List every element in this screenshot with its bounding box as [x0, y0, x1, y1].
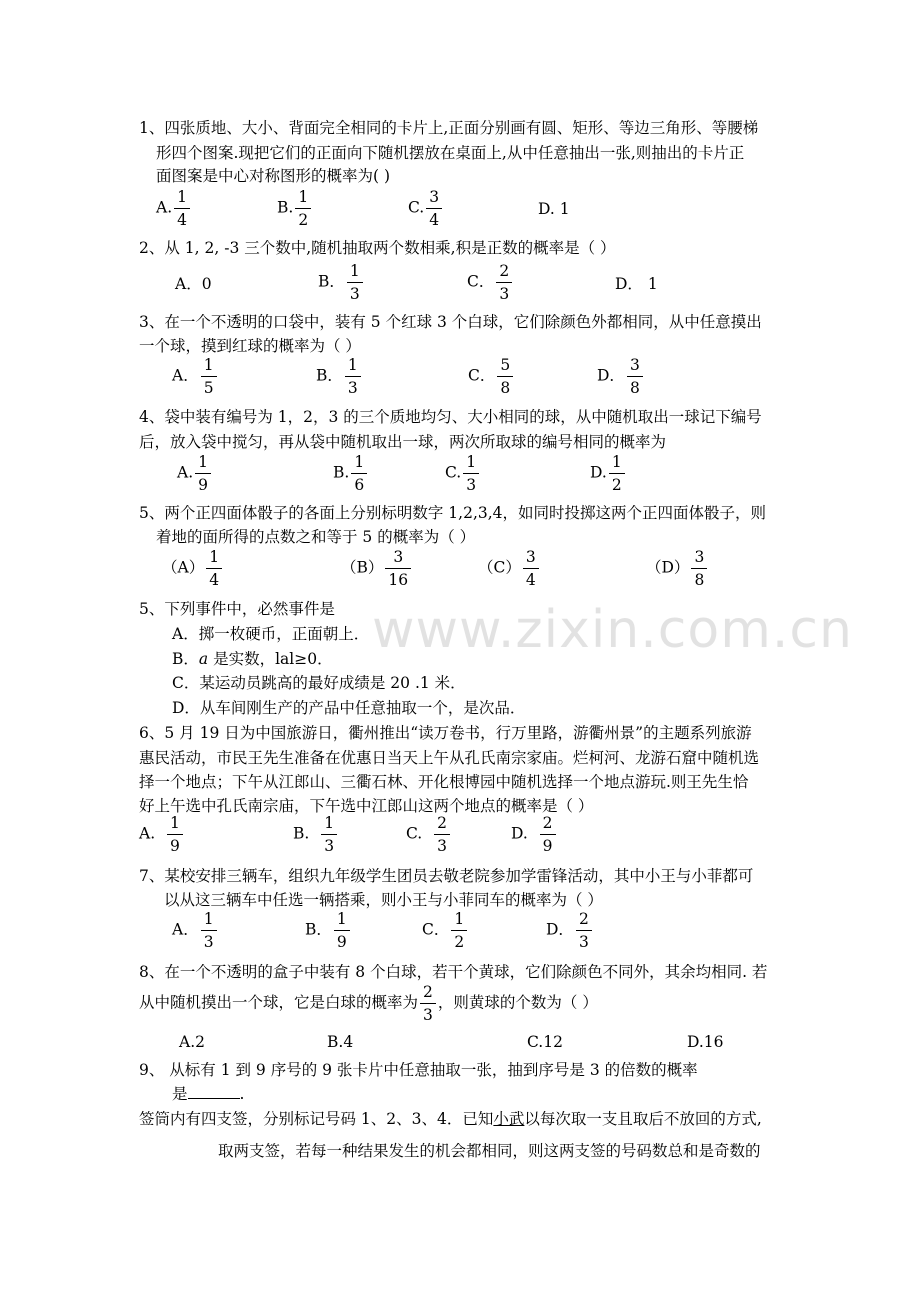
q5a-option-d[interactable]: （D） $\frac{3}{8}$ [646, 548, 709, 589]
q7-line-1: 7、某校安排三辆车，组织九年级学生团员去敬老院参加学雷锋活动，其中小王与小菲都可 [139, 867, 754, 885]
q6-line-3: 择一个地点；下午从江郎山、三衢石林、开化根博园中随机选择一个地点游玩.则王先生恰 [139, 773, 749, 791]
q8-option-b[interactable]: B.4 [327, 1033, 354, 1051]
q7-option-c[interactable]: C． $\frac{1}{2}$ [422, 910, 469, 951]
q2-option-b[interactable]: B． $\frac{1}{3}$ [318, 262, 365, 303]
q4-option-c[interactable]: C. $\frac{1}{3}$ [445, 453, 481, 494]
q2-line-1: 2、从 1, 2, -3 三个数中,随机抽取两个数相乘,积是正数的概率是（ ） [139, 239, 616, 257]
q5a-option-b[interactable]: （B） $\frac{3}{16}$ [341, 548, 413, 589]
q5b-option-d[interactable]: D．从车间刚生产的产品中任意抽取一个，是次品． [172, 699, 526, 717]
q1-line-3: 面图案是中心对称图形的概率为( ) [156, 167, 391, 185]
q3-option-a[interactable]: A． $\frac{1}{5}$ [172, 356, 219, 397]
q5a-line-1: 5、两个正四面体骰子的各面上分别标明数字 1,2,3,4，如同时投掷这两个正四面体骰子，则 [139, 504, 767, 522]
q5a-line-2: 着地的面所得的点数之和等于 5 的概率为（ ） [156, 528, 476, 546]
q8-line-1: 8、在一个不透明的盒子中装有 8 个白球，若干个黄球，它们除颜色不同外，其余均相同. 若 [139, 963, 768, 981]
q7-option-b[interactable]: B． $\frac{1}{9}$ [305, 910, 352, 951]
q3-line-2: 一个球，摸到红球的概率为（ ） [139, 337, 361, 355]
q1-option-b[interactable]: B. $\frac{1}{2}$ [277, 188, 313, 229]
q2-option-a[interactable]: A．0 [175, 275, 212, 293]
q7-option-d[interactable]: D． $\frac{2}{3}$ [546, 910, 594, 951]
q6-line-4: 好上午选中孔氏南宗庙，下午选中江郎山这两个地点的概率是（ ） [139, 797, 594, 815]
q8-option-a[interactable]: A.2 [179, 1033, 205, 1051]
q5b-option-b[interactable]: B．a 是实数，lal≥0． [172, 650, 333, 668]
q6-option-a[interactable]: A. $\frac{1}{9}$ [139, 814, 185, 855]
q3-option-c[interactable]: C． $\frac{5}{8}$ [468, 356, 515, 397]
q1-option-a[interactable]: A. $\frac{1}{4}$ [156, 188, 192, 229]
q10-line-2: 取两支签，若每一种结果发生的机会都相同，则这两支签的号码数总和是奇数的 [218, 1142, 761, 1160]
q4-line-2: 后，放入袋中搅匀，再从袋中随机取出一球，两次所取球的编号相同的概率为 [139, 433, 667, 451]
q9-answer-blank[interactable] [188, 1082, 240, 1099]
q7-option-a[interactable]: A． $\frac{1}{3}$ [172, 910, 219, 951]
q5a-option-c[interactable]: （C） $\frac{3}{4}$ [478, 548, 541, 589]
q6-option-c[interactable]: C. $\frac{2}{3}$ [406, 814, 452, 855]
q4-option-a[interactable]: A. $\frac{1}{9}$ [177, 453, 213, 494]
q8-option-d[interactable]: D.16 [687, 1033, 724, 1051]
q3-line-1: 3、在一个不透明的口袋中，装有 5 个红球 3 个白球，它们除颜色外都相同，从中任意摸出 [139, 313, 762, 331]
q3-option-b[interactable]: B． $\frac{1}{3}$ [316, 356, 363, 397]
q5b-line-1: 5、下列事件中，必然事件是 [139, 600, 335, 618]
q4-option-d[interactable]: D. $\frac{1}{2}$ [590, 453, 627, 494]
q6-line-2: 惠民活动，市民王先生准备在优惠日当天上午从孔氏南宗家庙。烂柯河、龙游石窟中随机选 [139, 749, 760, 767]
q6-option-b[interactable]: B. $\frac{1}{3}$ [293, 814, 339, 855]
q10-line-1: 签筒内有四支签，分别标记号码 1、2、3、4．已知小武以每次取一支且取后不放回的方式, [139, 1110, 762, 1128]
watermark: www.zixin.com.cn [372, 600, 853, 660]
q5a-option-a[interactable]: （A） $\frac{1}{4}$ [162, 548, 224, 589]
q6-option-d[interactable]: D. $\frac{2}{9}$ [511, 814, 558, 855]
q5b-option-a[interactable]: A．掷一枚硬币，正面朝上． [172, 625, 370, 643]
q6-line-1: 6、5 月 19 日为中国旅游日，衢州推出“读万卷书，行万里路，游衢州景”的主题系列旅游 [139, 724, 752, 742]
q2-option-c[interactable]: C． $\frac{2}{3}$ [467, 262, 514, 303]
q4-option-b[interactable]: B. $\frac{1}{6}$ [333, 453, 369, 494]
q1-option-d[interactable]: D. 1 [538, 200, 570, 218]
q1-option-c[interactable]: C. $\frac{3}{4}$ [408, 188, 444, 229]
q2-option-d[interactable]: D． 1 [615, 275, 658, 293]
q5b-option-c[interactable]: C．某运动员跳高的最好成绩是 20 .1 米． [172, 674, 466, 692]
q8-option-c[interactable]: C.12 [527, 1033, 563, 1051]
q1-line-2: 形四个图案.现把它们的正面向下随机摆放在桌面上,从中任意抽出一张,则抽出的卡片正 [156, 144, 745, 162]
q4-line-1: 4、袋中装有编号为 1，2，3 的三个质地均匀、大小相同的球，从中随机取出一球记下编号 [139, 408, 762, 426]
q8-line-2: 从中随机摸出一个球，它是白球的概率为 $\frac{2}{3}$ ，则黄球的个数为（ ） [139, 983, 598, 1024]
q9-line-1: 9、 从标有 1 到 9 序号的 9 张卡片中任意抽取一张，抽到序号是 3 的倍数的概率 [139, 1061, 698, 1079]
q9-line-2: 是 . [172, 1082, 244, 1104]
q3-option-d[interactable]: D． $\frac{3}{8}$ [597, 356, 645, 397]
q1-line-1: 1、四张质地、大小、背面完全相同的卡片上,正面分别画有圆、矩形、等边三角形、等腰梯 [139, 119, 759, 137]
q7-line-2: 以从这三辆车中任选一辆搭乘，则小王与小菲同车的概率为（ ） [164, 891, 603, 909]
